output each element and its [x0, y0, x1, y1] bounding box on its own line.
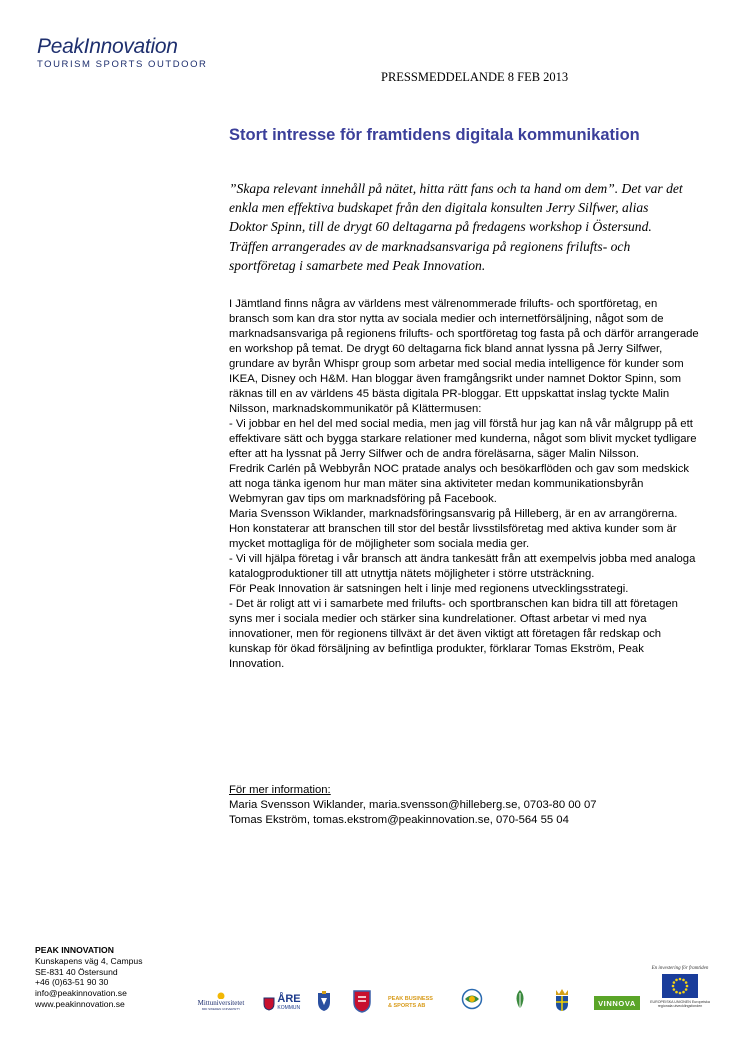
body-paragraph: Fredrik Carlén på Webbyrån NOC pratade analys och besökarflöden och gav som medskick att noga tänka igenom hur man mäter sina aktiviteter medan kommunikationsbyrån Webmyran gav tips om marknadsföring på Facebook.	[229, 463, 690, 505]
body-paragraph: - Vi jobbar en hel del med social media, men jag vill förstå hur jag kan nå vår målgrupp på ett effektivare sätt och bygga starkare relationer med kunderna, något som blivit mycket tydligare efter att ha lyssnat på Jerry Silfwer och de andra föreläsarna, säger Malin Nilsson.	[229, 418, 697, 460]
headline: Stort intresse för framtidens digitala kommunikation	[229, 126, 640, 144]
body-paragraph: I Jämtland finns några av världens mest välrenommerade frilufts- och sportföretag, en bransch som kan dra stor nytta av sociala medier och internetförsäljning, något som de marknadsansvariga på regionens frilufts- och sportföretag tog fasta på och därför arrangerade en workshop på temat. De drygt 60 deltagarna fick bland annat lyssna på Jerry Silfwer, grundare av byrån Whispr group som arbetar med social media intelligence för kunder som IKEA, Disney och H&M. Han bloggar även framgångsrikt under namnet Doktor Spinn, som räknas till en av världens 45 bästa digitala PR-bloggar. Ett uppskattat inslag tyckte Malin Nilsson, marknadskommunikatör på Klättermusen:	[229, 298, 699, 415]
county-shield-logo	[350, 986, 374, 1016]
footer-website[interactable]: www.peakinnovation.se	[35, 998, 125, 1009]
lead-paragraph: ”Skapa relevant innehåll på nätet, hitta rätt fans och ta hand om dem”. Det var det enkla men effektiva budskapet från den digitala konsulten Jerry Silfwer, alias Doktor Spinn, till de drygt 60 deltagarna på fredagens workshop i Östersund. Träffen arrangerades av de marknadsansvariga på regionens frilufts- och sportföretag i samarbete med Peak Innovation.	[229, 181, 683, 273]
shield-icon	[352, 989, 372, 1013]
footer-phone: +46 (0)63-51 90 30	[35, 977, 109, 988]
article-body	[229, 297, 699, 672]
crown-crest-icon	[553, 988, 571, 1012]
mittuniversitetet-logo: Mittuniversitetet MID SWEDEN UNIVERSITY	[190, 986, 252, 1016]
eu-logo	[650, 966, 710, 1008]
body-paragraph: - Det är roligt att vi i samarbete med frilufts- och sportbranschen kan bidra till att företagen syns mer i sociala medier och stärker sina kundrelationer. Oftast arbetar vi med nya innovationer, men för regionens tillväxt är det även viktigt att företagen får redskap och kunskap för ökad försäljning av befintliga produkter, förklarar Tomas Ekström, Peak Innovation.	[229, 598, 678, 670]
eu-flag-icon	[662, 974, 698, 998]
partner-logos	[190, 982, 640, 1018]
logo-tagline: TOURISM SPORTS OUTDOOR	[37, 59, 208, 70]
body-paragraph: För Peak Innovation är satsningen helt i linje med regionens utvecklingsstrategi.	[229, 583, 629, 595]
crest-icon	[316, 990, 332, 1012]
footer-postal: SE-831 40 Östersund	[35, 966, 118, 977]
leaf-icon	[512, 989, 528, 1011]
body-paragraph: Maria Svensson Wiklander, marknadsföringsansvarig på Hilleberg, är en av arrangörerna. Hon konstaterar att branschen till stor del består livsstilsföretag med aktiva kunder som är mycket mottagliga för de möjligheter som sociala media ger.	[229, 508, 678, 550]
globe-emblem-logo	[458, 984, 486, 1014]
peak-business-sports-logo: PEAK BUSINESS & SPORTS AB	[388, 996, 433, 1009]
eu-caption: EUROPEISKA UNIONEN Europeiska regionala utvecklingsfonden	[650, 1000, 710, 1008]
contact-line[interactable]: Tomas Ekström, tomas.ekstrom@peakinnovation.se, 070-564 55 04	[229, 814, 569, 826]
peak-innovation-logo	[37, 36, 207, 70]
regionforbundet-logo	[500, 984, 540, 1016]
contact-section	[229, 783, 699, 828]
sun-icon	[216, 991, 226, 999]
star-ring-icon	[662, 974, 698, 998]
are-kommun-logo: ÅRE KOMMUN	[260, 992, 304, 1016]
logo-wordmark: PeakInnovation	[37, 35, 178, 58]
footer-email[interactable]: info@peakinnovation.se	[35, 988, 127, 999]
lansstyrelsen-logo	[550, 984, 574, 1016]
footer-street: Kunskapens väg 4, Campus	[35, 955, 143, 966]
footer-org-name: PEAK INNOVATION	[35, 945, 114, 955]
contact-heading: För mer information:	[229, 784, 331, 796]
press-release-date: PRESSMEDDELANDE 8 FEB 2013	[381, 70, 569, 84]
coat-of-arms-logo	[314, 986, 334, 1016]
contact-line[interactable]: Maria Svensson Wiklander, maria.svensson@hilleberg.se, 0703-80 00 07	[229, 799, 597, 811]
body-paragraph: - Vi vill hjälpa företag i vår bransch att ändra tankesätt från att exempelvis jobba med analoga katalogproduktioner till att utnyttja nätets möjligheter i större utsträckning.	[229, 553, 696, 580]
vinnova-logo: VINNOVA	[594, 996, 640, 1010]
footer-address	[35, 945, 143, 1010]
shield-icon	[263, 997, 275, 1011]
eu-tagline: En investering för framtiden	[651, 966, 709, 971]
globe-icon	[461, 988, 483, 1010]
